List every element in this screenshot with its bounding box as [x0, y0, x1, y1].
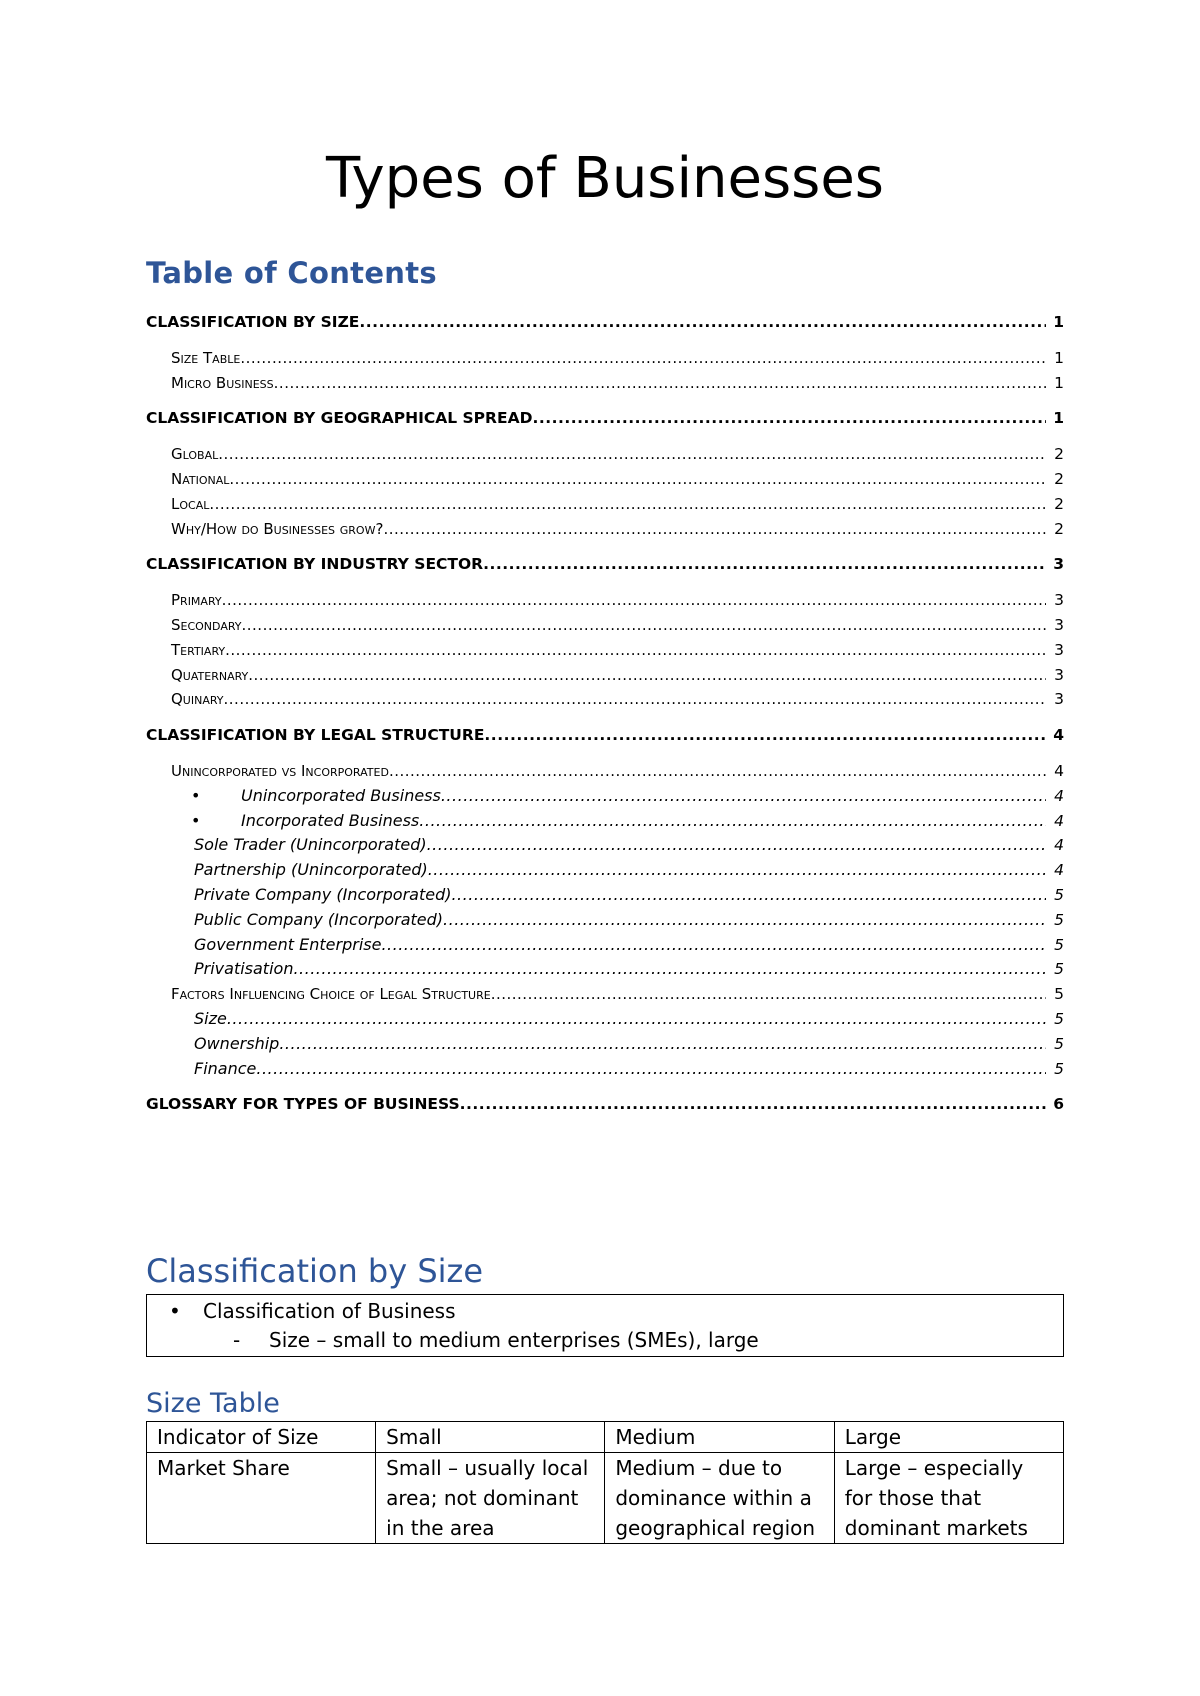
sub-item: - Size – small to medium enterprises (SMEs), large [233, 1328, 759, 1352]
toc-entry-geographical-spread[interactable]: CLASSIFICATION BY GEOGRAPHICAL SPREAD ..... 1 [146, 406, 1064, 431]
toc-entry-national[interactable]: National ..... 2 [146, 467, 1064, 492]
table-cell: Market Share [147, 1453, 376, 1544]
toc-entry-classification-by-size[interactable]: CLASSIFICATION BY SIZE ..... 1 [146, 310, 1064, 335]
table-of-contents [146, 310, 1064, 1117]
toc-entry-finance[interactable]: Finance ..... 5 [146, 1057, 1064, 1082]
dash-icon: - [233, 1328, 241, 1352]
toc-entry-private-company[interactable]: Private Company (Incorporated) ..... 5 [146, 883, 1064, 908]
size-table-heading: Size Table [146, 1388, 280, 1419]
toc-entry-sole-trader[interactable]: Sole Trader (Unincorporated) ..... 4 [146, 833, 1064, 858]
toc-entry-micro-business[interactable]: Micro Business ..... 1 [146, 371, 1064, 396]
table-header-cell: Medium [605, 1422, 834, 1453]
toc-entry-unincorporated-vs-incorporated[interactable]: Unincorporated vs Incorporated ..... 4 [146, 759, 1064, 784]
toc-entry-factors-legal-structure[interactable]: Factors Influencing Choice of Legal Structure ..... 5 [146, 982, 1064, 1007]
toc-entry-public-company[interactable]: Public Company (Incorporated) ..... 5 [146, 908, 1064, 933]
toc-entry-size-table[interactable]: Size Table ..... 1 [146, 346, 1064, 371]
bullet-icon: • [169, 1299, 181, 1323]
document-title: Types of Businesses [326, 146, 884, 211]
toc-entry-secondary[interactable]: Secondary ..... 3 [146, 613, 1064, 638]
toc-entry-unincorporated-business[interactable]: • Unincorporated Business ..... 4 [146, 784, 1064, 809]
table-header-row [147, 1422, 1064, 1453]
toc-heading: Table of Contents [146, 256, 437, 290]
table-cell: Small – usually local area; not dominant in the area [376, 1453, 605, 1544]
table-header-cell: Small [376, 1422, 605, 1453]
table-row [147, 1453, 1064, 1544]
toc-entry-why-how-grow[interactable]: Why/How do Businesses grow? ..... 2 [146, 517, 1064, 542]
table-header-cell: Large [834, 1422, 1063, 1453]
table-cell: Large – especially for those that dominant markets [834, 1453, 1063, 1544]
toc-entry-privatisation[interactable]: Privatisation ..... 5 [146, 957, 1064, 982]
toc-entry-glossary[interactable]: GLOSSARY FOR TYPES OF BUSINESS ..... 6 [146, 1092, 1064, 1117]
toc-entry-local[interactable]: Local ..... 2 [146, 492, 1064, 517]
table-cell: Medium – due to dominance within a geographical region [605, 1453, 834, 1544]
table-header-cell: Indicator of Size [147, 1422, 376, 1453]
toc-entry-legal-structure[interactable]: CLASSIFICATION BY LEGAL STRUCTURE ..... 4 [146, 723, 1064, 748]
summary-box [146, 1294, 1064, 1357]
toc-entry-partnership[interactable]: Partnership (Unincorporated) ..... 4 [146, 858, 1064, 883]
bullet-icon: • [191, 810, 201, 830]
toc-entry-primary[interactable]: Primary ..... 3 [146, 588, 1064, 613]
bullet-icon: • [191, 785, 201, 805]
toc-entry-industry-sector[interactable]: CLASSIFICATION BY INDUSTRY SECTOR ..... 3 [146, 552, 1064, 577]
toc-entry-global[interactable]: Global ..... 2 [146, 442, 1064, 467]
toc-entry-quinary[interactable]: Quinary ..... 3 [146, 687, 1064, 712]
toc-entry-tertiary[interactable]: Tertiary ..... 3 [146, 638, 1064, 663]
section-heading: Classification by Size [146, 1252, 484, 1290]
toc-entry-ownership[interactable]: Ownership ..... 5 [146, 1032, 1064, 1057]
bullet-item: • Classification of Business [169, 1299, 456, 1323]
toc-entry-quaternary[interactable]: Quaternary ..... 3 [146, 663, 1064, 688]
size-table [146, 1421, 1064, 1544]
toc-entry-incorporated-business[interactable]: • Incorporated Business ..... 4 [146, 809, 1064, 834]
toc-entry-size[interactable]: Size ..... 5 [146, 1007, 1064, 1032]
toc-entry-government-enterprise[interactable]: Government Enterprise ..... 5 [146, 933, 1064, 958]
